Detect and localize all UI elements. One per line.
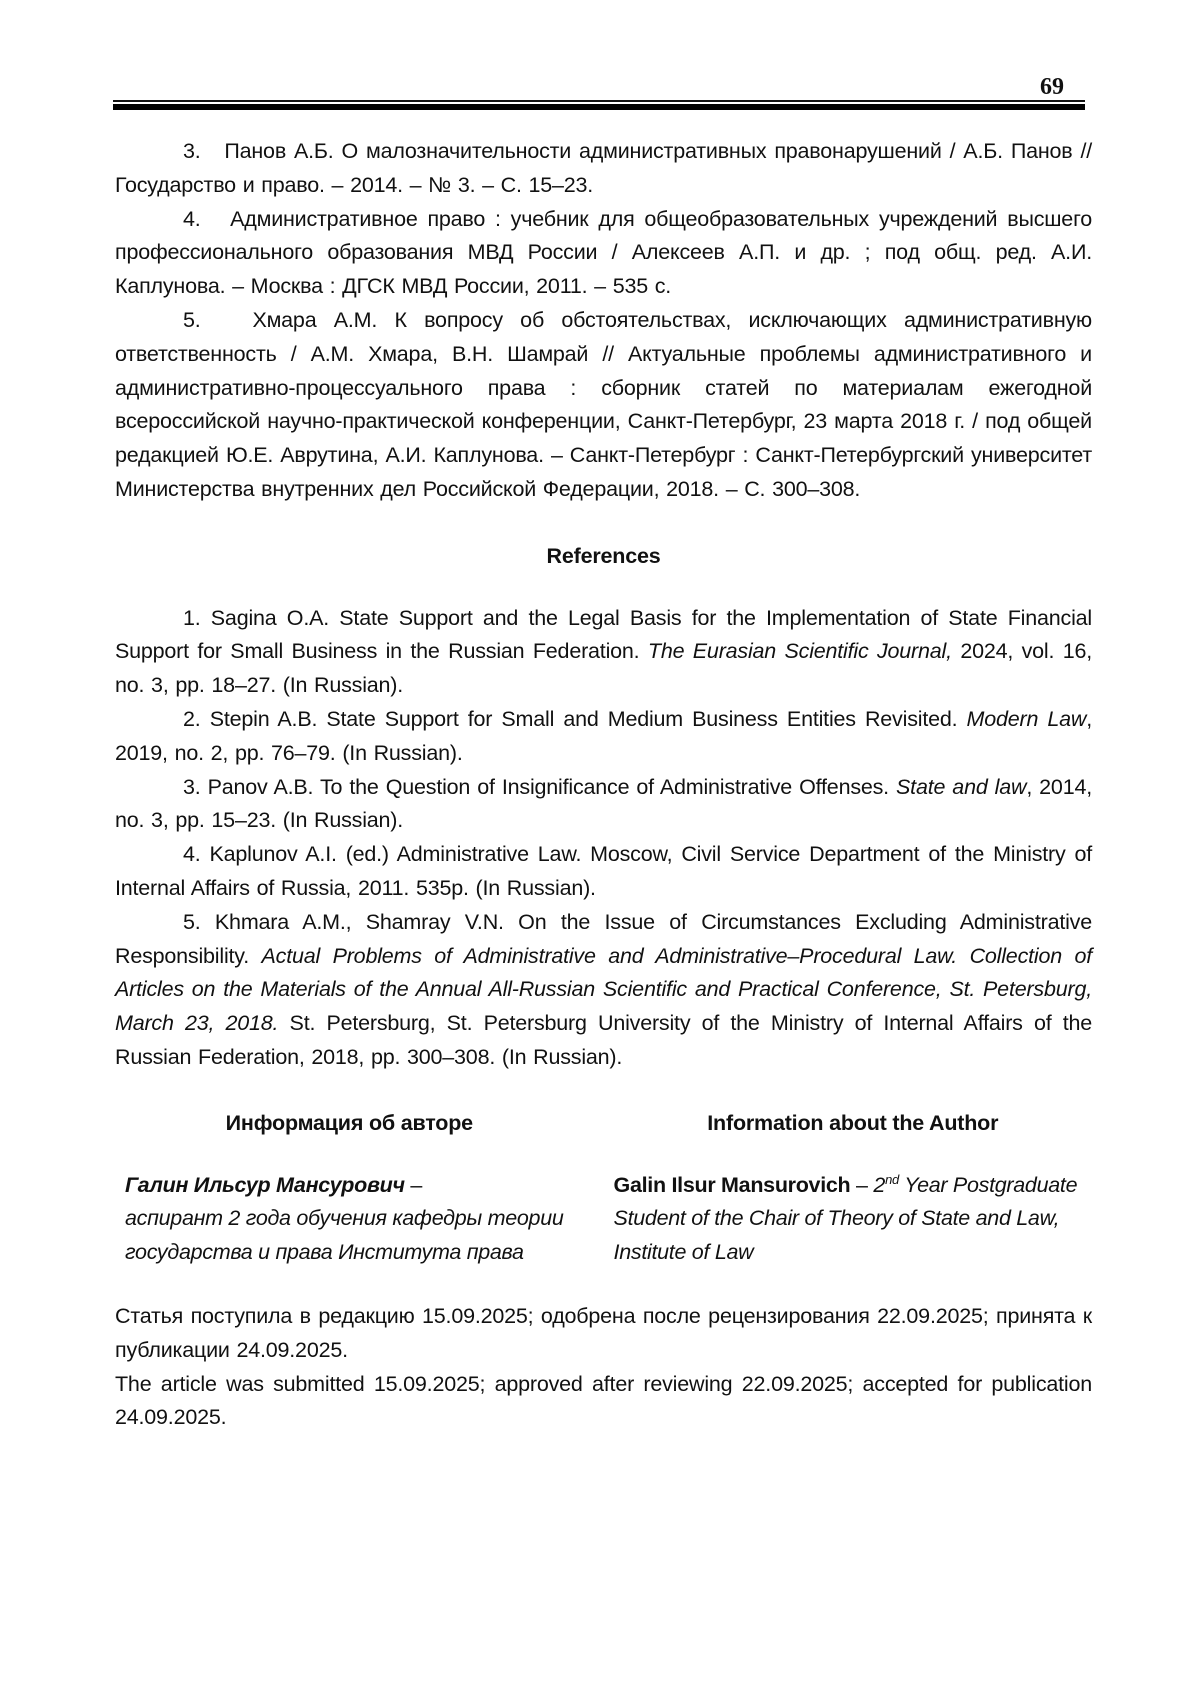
- author-year-suffix: nd: [885, 1171, 899, 1187]
- author-info-en: [614, 1107, 1092, 1270]
- author-info: [115, 1107, 1092, 1270]
- header-rule-thin: [113, 100, 1085, 102]
- reference-text: Sagina O.A. State Support and the Legal Basis for the Implementation of State Financial Support for Small Business in the Russian Federation.: [115, 605, 1092, 664]
- reference-details: 2024, vol. 16, no. 3, pp. 18–27. (In Russian).: [115, 639, 1093, 698]
- english-reference-item: [115, 838, 1092, 906]
- english-reference-item: [115, 906, 1092, 1075]
- reference-details: , 2019, no. 2, pp. 76–79. (In Russian).: [115, 706, 1092, 765]
- reference-text: Хмара А.М. К вопросу об обстоятельствах, исключающих административную ответственность / А.М. Хмара, В.Н. Шамрай // Актуальные проблемы административного и административно-процессуального права : сборник статей по материалам ежегодной всероссийской научно-практической конференции, Санкт-Петербург, 23 марта 2018 г. / под общей редакцией Ю.Е. Аврутина, А.И. Каплунова. – Санкт-Петербург : Санкт-Петербургский университет Министерства внутренних дел Российской Федерации, 2018. – С. 300–308.: [115, 307, 1092, 501]
- reference-number: 3.: [183, 139, 201, 163]
- russian-reference-item: [115, 304, 1092, 507]
- reference-text: Панов А.Б. О малозначительности административных правонарушений / А.Б. Панов // Государство и право. – 2014. – № 3. – С. 15–23.: [115, 139, 1092, 197]
- author-description-ru: аспирант 2 года обучения кафедры теории государства и права Института права: [125, 1206, 564, 1265]
- page-content: [115, 135, 1092, 1435]
- author-heading-en: Information about the Author: [707, 1110, 999, 1135]
- reference-source: The Eurasian Scientific Journal,: [647, 639, 952, 664]
- reference-number: 3.: [183, 774, 201, 799]
- author-name-ru: Галин Ильсур Мансурович: [125, 1172, 405, 1197]
- english-reference-item: [115, 703, 1092, 771]
- page-number: 69: [1040, 74, 1064, 100]
- author-body-en: [614, 1169, 1092, 1270]
- reference-source: Modern Law: [966, 706, 1087, 731]
- reference-text: Khmara A.M., Shamray V.N. On the Issue of Circumstances Excluding Administrative Responsibility.: [115, 909, 1092, 968]
- author-name-en: Galin Ilsur Mansurovich: [613, 1172, 851, 1197]
- reference-details: St. Petersburg, St. Petersburg University of the Ministry of Internal Affairs of the Russian Federation, 2018, pp. 300–308. (In Russian).: [115, 1011, 1093, 1069]
- reference-text: Panov A.B. To the Question of Insignificance of Administrative Offenses.: [207, 774, 897, 799]
- header-rule: [113, 100, 1085, 110]
- reference-number: 4.: [183, 206, 201, 231]
- reference-details: , 2014, no. 3, pp. 15–23. (In Russian).: [115, 774, 1092, 833]
- article-dates-en: The article was submitted 15.09.2025; approved after reviewing 22.09.2025; accepted for publication 24.09.2025.: [115, 1371, 1092, 1430]
- author-heading-ru: Информация об авторе: [225, 1110, 473, 1135]
- english-reference-item: [115, 771, 1092, 839]
- article-dates: [115, 1300, 1092, 1435]
- author-body-ru: [125, 1169, 574, 1270]
- reference-source: State and law: [896, 774, 1027, 799]
- author-description-en: Year Postgraduate Student of the Chair of Theory of State and Law, Institute of Law: [613, 1172, 1078, 1265]
- reference-text: Stepin A.B. State Support for Small and Medium Business Entities Revisited.: [209, 706, 967, 731]
- english-reference-list: [115, 602, 1092, 1075]
- reference-number: 1.: [183, 605, 201, 630]
- russian-reference-item: [115, 203, 1092, 304]
- reference-number: 5.: [183, 909, 201, 934]
- author-info-ru: [125, 1107, 574, 1270]
- references-heading: References: [546, 543, 661, 568]
- article-dates-ru: Статья поступила в редакцию 15.09.2025; одобрена после рецензирования 22.09.2025; принята к публикации 24.09.2025.: [115, 1303, 1092, 1362]
- reference-source: Actual Problems of Administrative and Administrative–Procedural Law. Collection of Articles on the Materials of the Annual All-Russian Scientific and Practical Conference, St. Petersburg, March 23, 2018.: [115, 943, 1093, 1036]
- russian-reference-list: [115, 135, 1092, 507]
- reference-number: 2.: [183, 706, 201, 731]
- reference-text: Административное право : учебник для общеобразовательных учреждений высшего профессионального образования МВД России / Алексеев А.П. и др. ; под общ. ред. А.И. Каплунова. – Москва : ДГСК МВД России, 2011. – 535 с.: [115, 206, 1092, 299]
- reference-number: 5.: [183, 307, 201, 332]
- dash: –: [850, 1172, 874, 1197]
- english-reference-item: [115, 602, 1092, 703]
- author-year: 2: [873, 1172, 886, 1197]
- reference-text: Kaplunov A.I. (ed.) Administrative Law. Moscow, Civil Service Department of the Ministry of Internal Affairs of Russia, 2011. 535p. (In Russian).: [115, 842, 1093, 900]
- reference-number: 4.: [183, 842, 201, 867]
- dash: –: [404, 1172, 423, 1197]
- header-rule-thick: [113, 104, 1085, 110]
- spacer: [115, 507, 1092, 540]
- spacer: [115, 574, 1092, 602]
- russian-reference-item: [115, 135, 1092, 203]
